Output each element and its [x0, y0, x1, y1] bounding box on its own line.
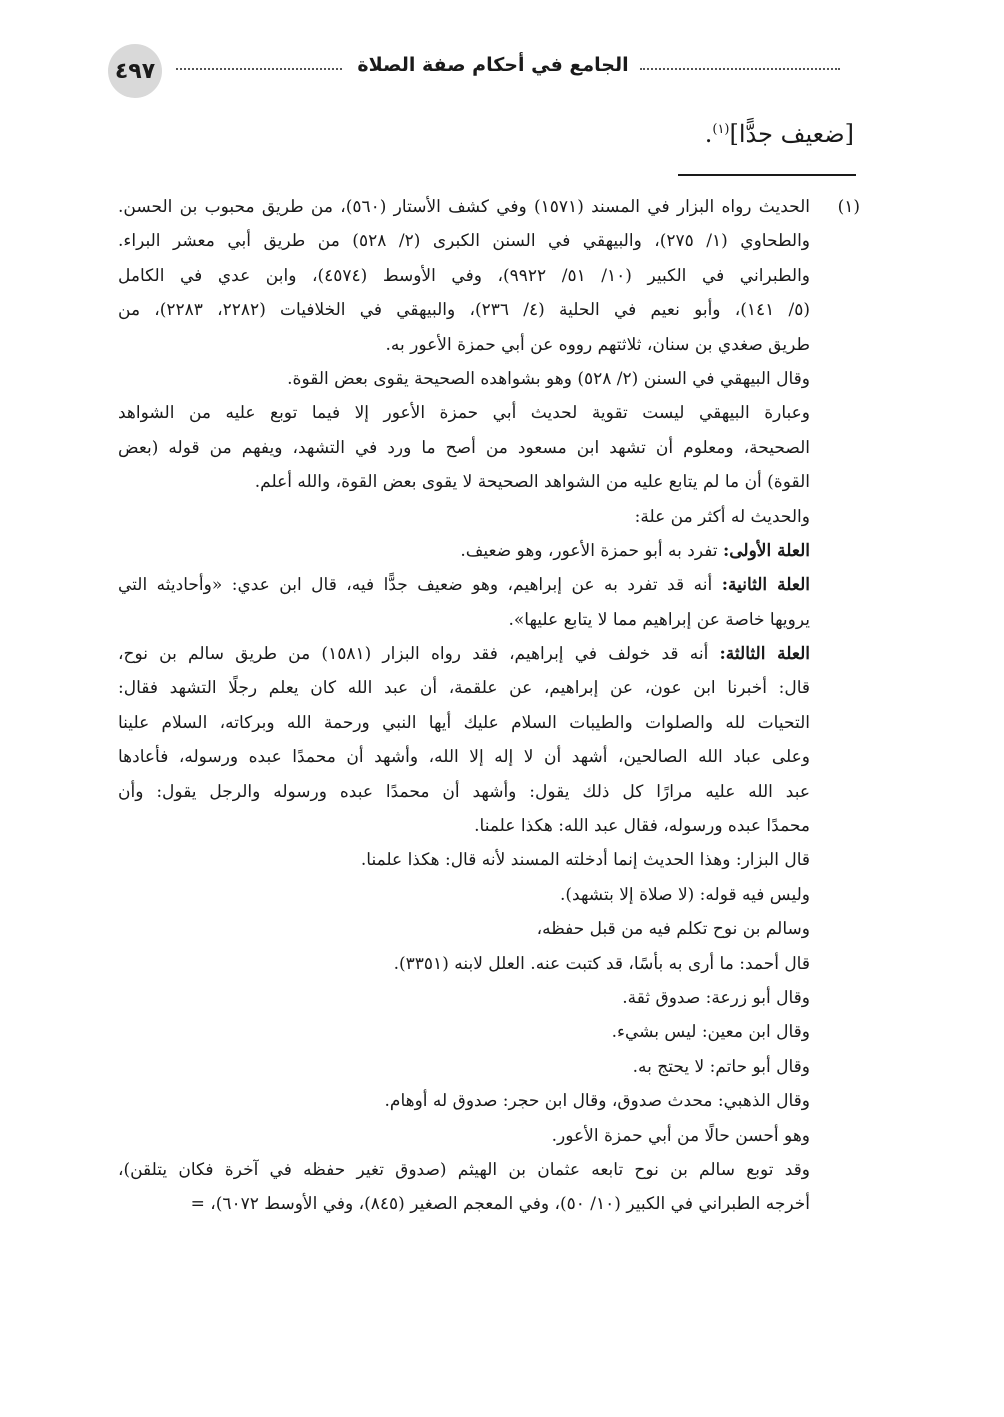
footnote-body: [118, 190, 810, 1222]
page-number: ٤٩٧: [114, 58, 156, 84]
footnote-line: العلة الثالثة: أنه قد خولف في إبراهيم، فقد رواه البزار (١٥٨١) من طريق سالم بن نوح،: [118, 644, 810, 665]
footnote-label: العلة الأولى:: [722, 540, 810, 561]
footnote-line: وعلى عباد الله الصالحين، أشهد أن لا إله إلا الله، وأشهد أن محمدًا عبده ورسوله، فأعادها: [118, 747, 810, 768]
footnote-line: وسالم بن نوح تكلم فيه من قبل حفظه،: [536, 919, 810, 940]
footnote-line: والحديث له أكثر من علة:: [634, 506, 810, 527]
footnote-line: التحيات لله والصلوات والطيبات السلام عليك أيها النبي ورحمة الله وبركاته، السلام علينا: [118, 712, 810, 733]
main-text: [705, 110, 854, 154]
footnote-line: محمدًا عبده ورسوله، فقال عبد الله: هكذا علمنا.: [474, 816, 810, 837]
main-text-end: .: [704, 120, 713, 148]
footnote-line: وقال أبو حاتم: لا يحتج به.: [632, 1056, 810, 1077]
footnote-line: وقال ابن معين: ليس بشيء.: [611, 1022, 810, 1043]
footnote-line: (٥/ ١٤١)، وأبو نعيم في الحلية (٤/ ٢٣٦)، والبيهقي في الخلافيات (٢٢٨٢، ٢٢٨٣)، من: [118, 300, 810, 321]
footnote-line: الصحيحة، ومعلوم أن تشهد ابن مسعود من أصح ما ورد في التشهد، ويفهم من قوله (بعض: [118, 437, 810, 458]
header-dotted-rule-left: [176, 68, 342, 70]
header-dotted-rule-right: [640, 68, 840, 70]
footnote-line: والطحاوي (١/ ٢٧٥)، والبيهقي في السنن الكبرى (٢/ ٥٢٨) من طريق أبي معشر البراء.: [118, 231, 810, 252]
footnote-reference[interactable]: (١): [712, 122, 730, 137]
running-header-title: الجامع في أحكام صفة الصلاة: [357, 54, 629, 76]
footnote-line: عبد الله عليه مرارًا كل ذلك يقول: وأشهد أن محمدًا عبده ورسوله والرجل يقول: وأن: [118, 781, 810, 802]
footnote-line: طريق صغدي بن سنان، ثلاثتهم رووه عن أبي حمزة الأعور به.: [385, 334, 810, 355]
footnote-line: قال أحمد: ما أرى به بأسًا، قد كتبت عنه. العلل لابنه (٣٣٥١).: [393, 953, 810, 974]
footnote-label: العلة الثانية:: [721, 575, 810, 596]
footnote-line: يرويها خاصة عن إبراهيم مما لا يتابع عليها».: [508, 609, 810, 630]
footnote-line: وقال البيهقي في السنن (٢/ ٥٢٨) وهو بشواهده الصحيحة يقوى بعض القوة.: [287, 368, 810, 389]
footnote-label: العلة الثالثة:: [719, 644, 810, 665]
footnote-line: قال: أخبرنا ابن عون، عن إبراهيم، عن علقمة، أن عبد الله كان يعلم رجلًا التشهد فقال:: [118, 678, 810, 699]
footnote-line: وعبارة البيهقي ليست تقوية لحديث أبي حمزة الأعور إلا فيما توبع عليه من الشواهد: [118, 403, 810, 424]
footnote-line: وقال الذهبي: محدث صدوق، وقال ابن حجر: صدوق له أوهام.: [384, 1091, 810, 1112]
footnote-line: وقد توبع سالم بن نوح تابعه عثمان بن الهيثم (صدوق تغير حفظه في آخرة فكان يتلقن)،: [118, 1159, 810, 1180]
page-number-badge: [108, 44, 162, 98]
footnote-line: العلة الثانية: أنه قد تفرد به عن إبراهيم، وهو ضعيف جدًّا فيه، قال ابن عدي: «وأحاديثه التي: [118, 575, 810, 596]
footnote-line: وليس فيه قوله: (لا صلاة إلا بتشهد).: [560, 884, 810, 905]
footnote-line: قال البزار: وهذا الحديث إنما أدخلته المسند لأنه قال: هكذا علمنا.: [360, 850, 810, 871]
footnote-line: والطبراني في الكبير (١٠/ ٥١/ ٩٩٢٢)، وفي الأوسط (٤٥٧٤)، وابن عدي في الكامل: [118, 265, 810, 286]
footnote-marker: (١): [837, 197, 860, 217]
footnote-line: أخرجه الطبراني في الكبير (١٠/ ٥٠)، وفي المعجم الصغير (٨٤٥)، وفي الأوسط ٦٠٧٢)، =: [190, 1194, 810, 1215]
footnote-separator: [678, 174, 856, 176]
footnote-line: العلة الأولى: تفرد به أبو حمزة الأعور، وهو ضعيف.: [460, 540, 810, 561]
footnote-line: القوة) أن ما لم يتابع عليه من الشواهد الصحيحة لا يقوى بعض القوة، والله أعلم.: [254, 472, 810, 493]
main-text-body: [ضعيف جدًّا]: [729, 120, 854, 148]
footnote-line: وقال أبو زرعة: صدوق ثقة.: [622, 987, 810, 1008]
footnote-line: الحديث رواه البزار في المسند (١٥٧١) وفي كشف الأستار (٥٦٠)، من طريق محبوب بن الحسن.: [118, 197, 810, 217]
footnote-line: وهو أحسن حالًا من أبي حمزة الأعور.: [551, 1125, 810, 1146]
